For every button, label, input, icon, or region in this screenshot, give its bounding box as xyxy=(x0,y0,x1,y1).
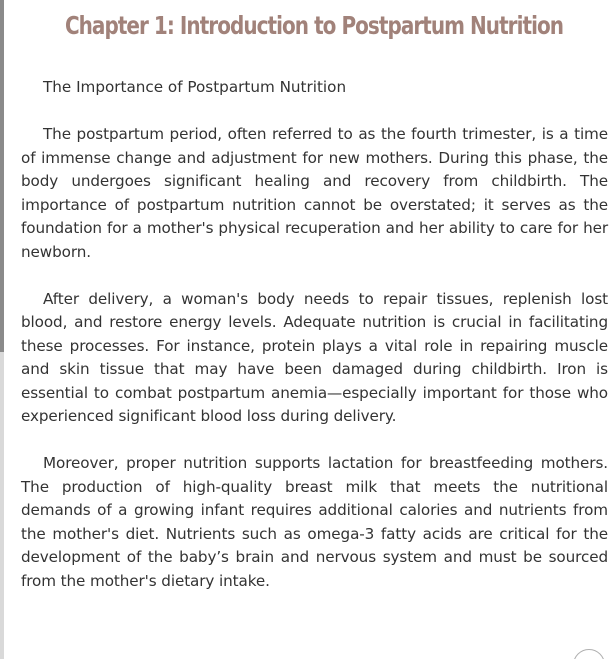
chapter-title: Chapter 1: Introduction to Postpartum Nutrition xyxy=(64,11,564,40)
paragraph-3: Moreover, proper nutrition supports lactation for breastfeeding mothers. The production of high-quality breast milk that meets the nutritional demands of a growing infant requires additional calories and nutrients from the mother's diet. Nutrients such as omega-3 fatty acids are critical for the development of the baby’s brain and nervous system and must be sourced from the mother's dietary intake. xyxy=(21,454,608,590)
left-margin-rule-lower xyxy=(0,352,4,659)
paragraph-2: After delivery, a woman's body needs to repair tissues, replenish lost blood, and restore energy levels. Adequate nutrition is crucial in facilitating these processes. For instance, protein plays a vital role in repairing muscle and skin tissue that may have been damaged during childbirth. Iron is essential to combat postpartum anemia—especially important for those who experienced significant blood loss during delivery. xyxy=(21,289,608,425)
paragraph-1: The postpartum period, often referred to as the fourth trimester, is a time of immense change and adjustment for new mothers. During this phase, the body undergoes significant healing and recovery from childbirth. The importance of postpartum nutrition cannot be overstated; it serves as the foundation for a mother's physical recuperation and her ability to care for her newborn. xyxy=(21,125,608,261)
chapter-body xyxy=(21,76,608,593)
left-margin-rule xyxy=(0,0,4,352)
scroll-to-top-button[interactable] xyxy=(573,649,605,659)
section-subheading: The Importance of Postpartum Nutrition xyxy=(43,78,347,96)
